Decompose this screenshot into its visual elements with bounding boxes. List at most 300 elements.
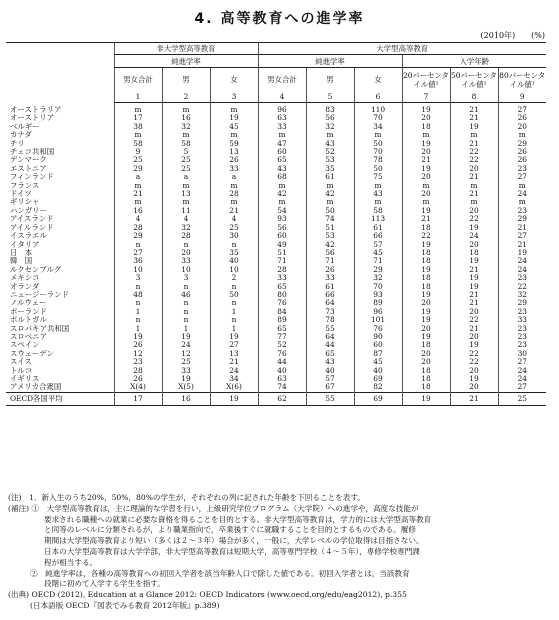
country-cell: ギリシャ [10,198,40,207]
table-row [6,325,546,333]
table-row [6,241,546,249]
entry-age-header: 入学年齢 [402,55,546,68]
value-cell: 53 [306,156,354,164]
value-cell: 40 [258,367,306,375]
value-cell: m [450,198,498,206]
value-cell: 25 [162,156,210,164]
value-cell: 73 [306,308,354,316]
col-header: 50パーセンタイル値¹ [450,68,498,92]
value-cell: 67 [306,383,354,392]
value-cell: 23 [498,274,546,282]
value-cell: 61 [306,173,354,181]
value-cell: 23 [498,207,546,215]
value-cell: 44 [306,341,354,349]
value-cell: 60 [258,232,306,240]
value-cell: 26 [498,114,546,122]
value-cell: 34 [210,375,258,383]
value-cell: 53 [306,232,354,240]
country-cell: フィンランド [10,173,54,182]
value-cell: 18 [402,341,450,349]
value-cell: 27 [498,173,546,181]
value-cell: n [210,316,258,324]
value-cell: 28 [258,266,306,274]
value-cell: 5 [162,148,210,156]
value-cell: n [162,299,210,307]
table-row [6,224,546,232]
value-cell: 21 [498,241,546,249]
value-cell: 113 [354,215,402,223]
value-cell: 22 [450,316,498,324]
value-cell: 30 [210,232,258,240]
value-cell: 29 [114,165,162,173]
value-cell: 56 [258,224,306,232]
value-cell: 83 [306,103,354,115]
value-cell: 45 [210,123,258,131]
value-cell: a [162,173,210,181]
value-cell: 20 [402,114,450,122]
note-line: 期間は大学型高等教育より短い（多くは２～３年）場合が多く，一般に，大学レベルの学位取得は目指さない。 [44,536,424,546]
value-cell: 43 [306,140,354,148]
value-cell: 27 [114,249,162,257]
table-row [6,308,546,316]
value-cell: m [114,103,162,115]
value-cell: 12 [162,350,210,358]
value-cell: 26 [114,341,162,349]
value-cell: 22 [498,283,546,291]
value-cell: 3 [162,274,210,282]
value-cell: m [354,182,402,190]
value-cell: 89 [258,316,306,324]
value-cell: 27 [498,103,546,115]
value-cell: X(4) [114,383,162,392]
country-cell: エストニア [10,164,47,173]
value-cell: 19 [450,224,498,232]
value-cell: 20 [162,249,210,257]
value-cell: m [258,131,306,139]
value-cell: 27 [498,383,546,392]
value-cell: n [162,241,210,249]
value-cell: 29 [498,215,546,223]
note-line: 要求される職種への就業に必要な資格を得ることを目的とする。非大学型高等教育は，学力的には大学型高等教育 [44,514,432,524]
value-cell: 20 [402,148,450,156]
value-cell: 25 [162,358,210,366]
value-cell: 96 [354,308,402,316]
value-cell: 62 [258,392,306,405]
value-cell: 63 [258,375,306,383]
value-cell: n [210,283,258,291]
table-row [6,257,546,265]
value-cell: 93 [354,291,402,299]
value-cell: 74 [258,383,306,392]
note-line: (注) 1．新入生のうち20%，50%，80%の学生が，それぞれの列に記された年齢を下回ることを表す。 [8,493,365,502]
value-cell: 21 [402,215,450,223]
table-row [6,249,546,257]
value-cell: 74 [306,215,354,223]
value-cell: 24 [498,266,546,274]
value-cell: 65 [258,283,306,291]
source-line: (日本語版 OECD『図表でみる教育 2012年版』p.389) [30,600,220,610]
value-cell: 18 [450,249,498,257]
value-cell: 57 [306,375,354,383]
value-cell: 42 [306,241,354,249]
value-cell: 28 [114,224,162,232]
value-cell: 45 [354,249,402,257]
value-cell: 64 [306,299,354,307]
value-cell: 22 [450,215,498,223]
value-cell: 16 [162,392,210,405]
value-cell: 48 [114,291,162,299]
value-cell: 61 [306,283,354,291]
value-cell: 18 [402,224,450,232]
value-cell: 68 [258,173,306,181]
note-line: 日本の大学型高等教育は大学学部，非大学型高等教育は短期大学，高等専門学校（４～５年），専修学校専門課 [44,546,420,556]
country-cell: ルクセンブルグ [10,265,62,274]
value-cell: 57 [354,241,402,249]
country-cell: トルコ [10,366,33,375]
table-row [6,358,546,366]
value-cell: 4 [162,215,210,223]
value-cell: 22 [450,148,498,156]
country-cell: オーストリア [10,114,54,123]
value-cell: m [402,182,450,190]
value-cell: 21 [210,358,258,366]
country-cell: ポルトガル [10,316,47,325]
value-cell: m [402,131,450,139]
value-cell: 51 [258,249,306,257]
value-cell: 43 [258,165,306,173]
value-cell: 16 [114,207,162,215]
value-cell: 22 [402,232,450,240]
value-cell: 34 [354,123,402,131]
value-cell: m [114,131,162,139]
value-cell: 10 [210,266,258,274]
country-cell: スペイン [10,341,40,350]
col-number: 6 [354,92,402,103]
value-cell: 20 [402,173,450,181]
value-cell: 18 [402,383,450,392]
value-cell: 43 [306,358,354,366]
country-cell: アメリカ合衆国 [10,383,62,392]
value-cell: 69 [354,392,402,405]
value-cell: 22 [450,156,498,164]
country-cell: デンマーク [10,156,47,165]
value-cell: 56 [306,249,354,257]
group-a-header: 非大学型高等教育 [114,43,258,55]
value-cell: 69 [354,375,402,383]
value-cell: 24 [210,367,258,375]
table-row [6,123,546,131]
value-cell: 59 [210,140,258,148]
value-cell: 30 [498,350,546,358]
value-cell: 43 [354,190,402,198]
value-cell: m [450,131,498,139]
value-cell: 56 [306,114,354,122]
value-cell: 40 [354,367,402,375]
country-cell: チェコ共和国 [10,148,55,157]
group-b-header: 大学型高等教育 [258,43,546,55]
value-cell: 82 [354,383,402,392]
value-cell: 18 [402,249,450,257]
value-cell: 19 [450,274,498,282]
value-cell: 26 [306,266,354,274]
value-cell: 47 [258,140,306,148]
value-cell: 26 [498,156,546,164]
value-cell: 21 [114,190,162,198]
value-cell: 75 [354,173,402,181]
country-cell: アイルランド [10,223,54,232]
value-cell: X(6) [210,383,258,392]
value-cell: 19 [210,333,258,341]
value-cell: 20 [498,123,546,131]
page-title: 4. 高等教育への進学率 [194,11,365,27]
value-cell: 21 [498,224,546,232]
value-cell: 42 [306,190,354,198]
value-cell: 18 [402,367,450,375]
col-number: 5 [306,92,354,103]
value-cell: 20 [402,325,450,333]
value-cell: 29 [498,299,546,307]
country-cell: ハンガリー [10,206,47,215]
value-cell: 19 [210,114,258,122]
value-cell: 4 [114,215,162,223]
value-cell: n [114,299,162,307]
table-row [6,291,546,299]
table-row [6,131,546,139]
table-row [6,333,546,341]
value-cell: 1 [162,325,210,333]
oecd-average-row [6,392,546,405]
value-cell: 58 [114,140,162,148]
value-cell: 50 [354,165,402,173]
value-cell: 23 [498,341,546,349]
col-number: 7 [402,92,450,103]
value-cell: 64 [306,333,354,341]
value-cell: m [498,131,546,139]
col-header: 男女合計 [114,68,162,92]
value-cell: 25 [162,165,210,173]
value-cell: 21 [450,173,498,181]
value-cell: n [210,241,258,249]
value-cell: 84 [258,308,306,316]
value-cell: 10 [114,266,162,274]
value-cell: 27 [210,341,258,349]
value-cell: 19 [498,249,546,257]
value-cell: 29 [498,140,546,148]
value-cell: 10 [162,266,210,274]
value-cell: 19 [402,266,450,274]
value-cell: 32 [162,224,210,232]
value-cell: 44 [258,358,306,366]
value-cell: 71 [258,257,306,265]
note-line: (補注) ① 大学型高等教育は，主に理論的な学習を行い，上級研究学位プログラム（大学院）への進学や，高度な技能が [8,503,419,513]
note-line: ② 純進学率は，各種の高等教育への初回入学者を該当年齢人口で除した値である。初回入学者とは，当該教育 [30,568,410,578]
value-cell: 24 [498,257,546,265]
table-row [6,299,546,307]
value-cell: 51 [306,224,354,232]
country-cell: カナダ [10,131,32,140]
value-cell: 19 [162,333,210,341]
value-cell: 21 [450,140,498,148]
value-cell: 22 [450,350,498,358]
col-number: 4 [258,92,306,103]
value-cell: 20 [450,383,498,392]
value-cell: 27 [498,232,546,240]
value-cell: 24 [498,367,546,375]
value-cell: m [162,103,210,115]
value-cell: 21 [450,291,498,299]
unit-label: (2010年) (%) [480,31,545,40]
value-cell: 33 [162,367,210,375]
value-cell: 70 [354,148,402,156]
table-row [6,375,546,383]
country-cell: OECD各国平均 [6,392,114,405]
value-cell: 55 [306,325,354,333]
country-cell: チリ [10,139,25,148]
value-cell: 19 [114,333,162,341]
value-cell: 26 [114,375,162,383]
value-cell: 71 [354,257,402,265]
value-cell: m [114,182,162,190]
value-cell: 29 [114,232,162,240]
value-cell: 17 [114,392,162,405]
value-cell: 65 [258,156,306,164]
value-cell: 18 [402,375,450,383]
value-cell: 20 [450,207,498,215]
value-cell: 1 [210,325,258,333]
value-cell: n [114,241,162,249]
value-cell: 13 [162,190,210,198]
note-line: と同等のレベルに分類されるが，より職業指向で，卒業後すぐに就職することを目的とするものである。履修 [44,525,416,535]
value-cell: 25 [210,224,258,232]
value-cell: m [210,182,258,190]
value-cell: 28 [210,190,258,198]
value-cell: 78 [306,316,354,324]
table-row [6,207,546,215]
value-cell: m [306,182,354,190]
table-row [6,156,546,164]
value-cell: n [114,283,162,291]
value-cell: 60 [258,148,306,156]
value-cell: m [162,198,210,206]
value-cell: 20 [402,190,450,198]
value-cell: n [162,316,210,324]
value-cell: 24 [498,190,546,198]
value-cell: 40 [210,257,258,265]
net-rate-header-b: 純進学率 [258,55,402,68]
value-cell: 13 [210,350,258,358]
value-cell: 35 [306,165,354,173]
value-cell: 18 [402,274,450,282]
table-row [6,367,546,375]
value-cell: 1 [210,308,258,316]
value-cell: 46 [162,291,210,299]
table-row [6,173,546,181]
value-cell: m [498,182,546,190]
value-cell: 66 [354,232,402,240]
value-cell: 60 [354,341,402,349]
value-cell: 21 [450,103,498,115]
value-cell: 35 [210,249,258,257]
col-header: 男 [306,68,354,92]
value-cell: 24 [498,375,546,383]
value-cell: X(5) [162,383,210,392]
value-cell: 63 [258,114,306,122]
value-cell: 17 [114,114,162,122]
value-cell: 26 [210,156,258,164]
table-row [6,148,546,156]
value-cell: 21 [450,190,498,198]
value-cell: 65 [258,325,306,333]
value-cell: 110 [354,103,402,115]
value-cell: 19 [402,291,450,299]
value-cell: 52 [306,148,354,156]
value-cell: 70 [354,283,402,291]
enrolment-rate-table [6,42,546,406]
table-row [6,198,546,206]
value-cell: m [114,198,162,206]
value-cell: 23 [498,308,546,316]
value-cell: 21 [450,114,498,122]
value-cell: 71 [306,257,354,265]
value-cell: m [450,182,498,190]
value-cell: 16 [162,114,210,122]
value-cell: 78 [354,156,402,164]
value-cell: 20 [450,367,498,375]
value-cell: m [306,131,354,139]
col-number: 2 [162,92,210,103]
value-cell: 28 [162,232,210,240]
table-row [6,215,546,223]
value-cell: m [402,198,450,206]
value-cell: 33 [162,257,210,265]
table-row [6,350,546,358]
value-cell: 58 [162,140,210,148]
table-row [6,232,546,240]
note-line: 程が相当する。 [44,557,98,567]
value-cell: 3 [114,274,162,282]
table-row [6,182,546,190]
value-cell: a [114,173,162,181]
value-cell: 93 [258,215,306,223]
value-cell: 87 [354,350,402,358]
value-cell: 28 [114,367,162,375]
value-cell: 76 [354,325,402,333]
value-cell: 13 [210,148,258,156]
value-cell: 19 [210,392,258,405]
value-cell: 80 [258,291,306,299]
value-cell: 21 [450,266,498,274]
value-cell: 19 [450,257,498,265]
value-cell: 65 [306,350,354,358]
value-cell: n [162,283,210,291]
value-cell: 66 [306,291,354,299]
value-cell: 32 [162,123,210,131]
value-cell: 21 [450,325,498,333]
value-cell: 12 [114,350,162,358]
value-cell: 19 [450,123,498,131]
country-cell: イギリス [10,375,40,383]
value-cell: 90 [354,333,402,341]
value-cell: 26 [498,148,546,156]
value-cell: 4 [210,215,258,223]
value-cell: 22 [450,358,498,366]
value-cell: 19 [450,375,498,383]
value-cell: 20 [450,241,498,249]
country-cell: ノルウェー [10,299,47,308]
value-cell: 33 [306,274,354,282]
net-rate-header-a: 純進学率 [114,55,258,68]
value-cell: m [258,198,306,206]
